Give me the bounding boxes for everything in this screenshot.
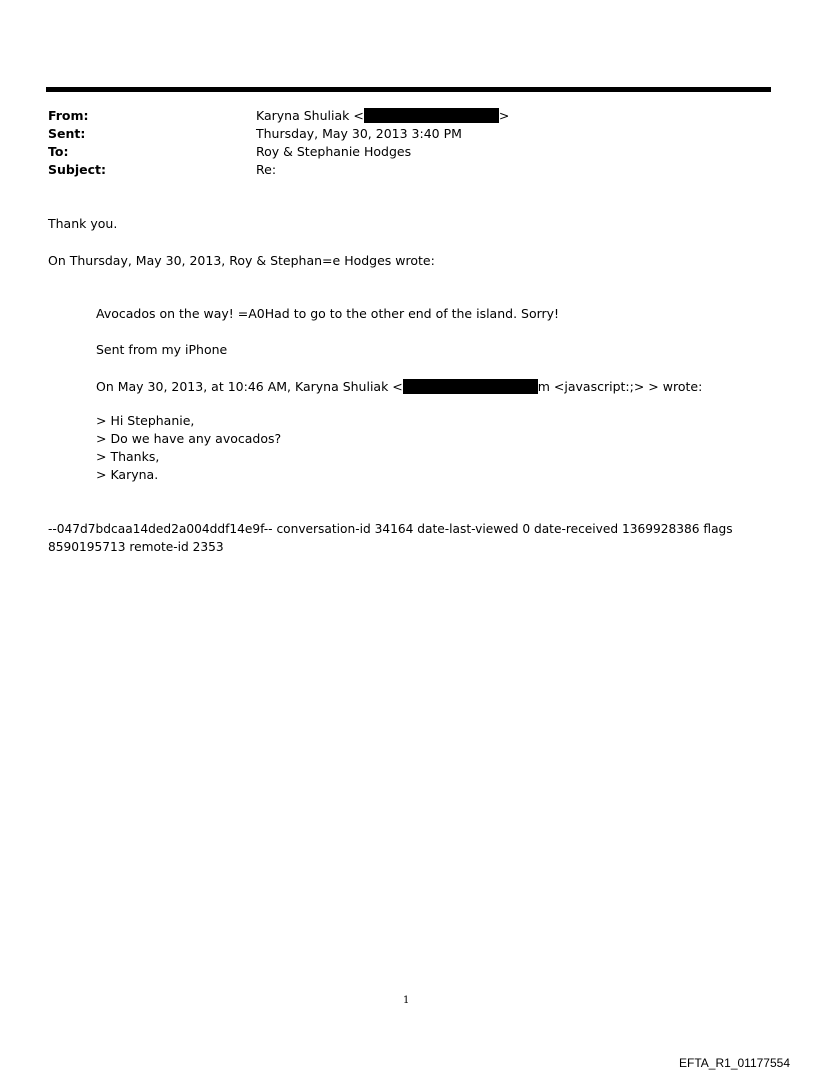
quote-intro: On Thursday, May 30, 2013, Roy & Stephan=e Hodges wrote:: [48, 253, 435, 268]
subject-label: Subject:: [48, 162, 106, 177]
quoted-signature: Sent from my iPhone: [96, 342, 228, 357]
nested-quote-line: > Karyna.: [96, 467, 159, 482]
nested-quote-line: > Do we have any avocados?: [96, 431, 282, 446]
quoted-line: Avocados on the way! =A0Had to go to the other end of the island. Sorry!: [96, 306, 560, 321]
sent-value: Thursday, May 30, 2013 3:40 PM: [256, 126, 462, 141]
from-label: From:: [48, 108, 89, 123]
nested-intro-end: m <javascript:;> > wrote:: [537, 379, 703, 394]
metadata-line: --047d7bdcaa14ded2a004ddf14e9f-- conversation-id 34164 date-last-viewed 0 date-received 1369928386 flags: [48, 522, 733, 536]
redaction-box: [403, 379, 538, 394]
sent-label: Sent:: [48, 126, 86, 141]
redaction-box: [364, 108, 499, 123]
to-value: Roy & Stephanie Hodges: [256, 144, 412, 159]
from-value: [256, 107, 509, 125]
from-close: >: [498, 108, 510, 123]
metadata-line: 8590195713 remote-id 2353: [48, 540, 224, 554]
subject-value: Re:: [256, 162, 277, 177]
reply-text: Thank you.: [48, 216, 118, 231]
document-id: EFTA_R1_01177554: [679, 1056, 790, 1070]
to-label: To:: [48, 144, 69, 159]
nested-intro-start: On May 30, 2013, at 10:46 AM, Karyna Shuliak <: [96, 379, 403, 394]
nested-quote-line: > Thanks,: [96, 449, 160, 464]
page-number: 1: [403, 995, 410, 1006]
from-name: Karyna Shuliak <: [256, 108, 364, 123]
nested-quote-intro: [96, 378, 702, 396]
nested-quote-line: > Hi Stephanie,: [96, 413, 195, 428]
header-divider: [46, 87, 771, 92]
